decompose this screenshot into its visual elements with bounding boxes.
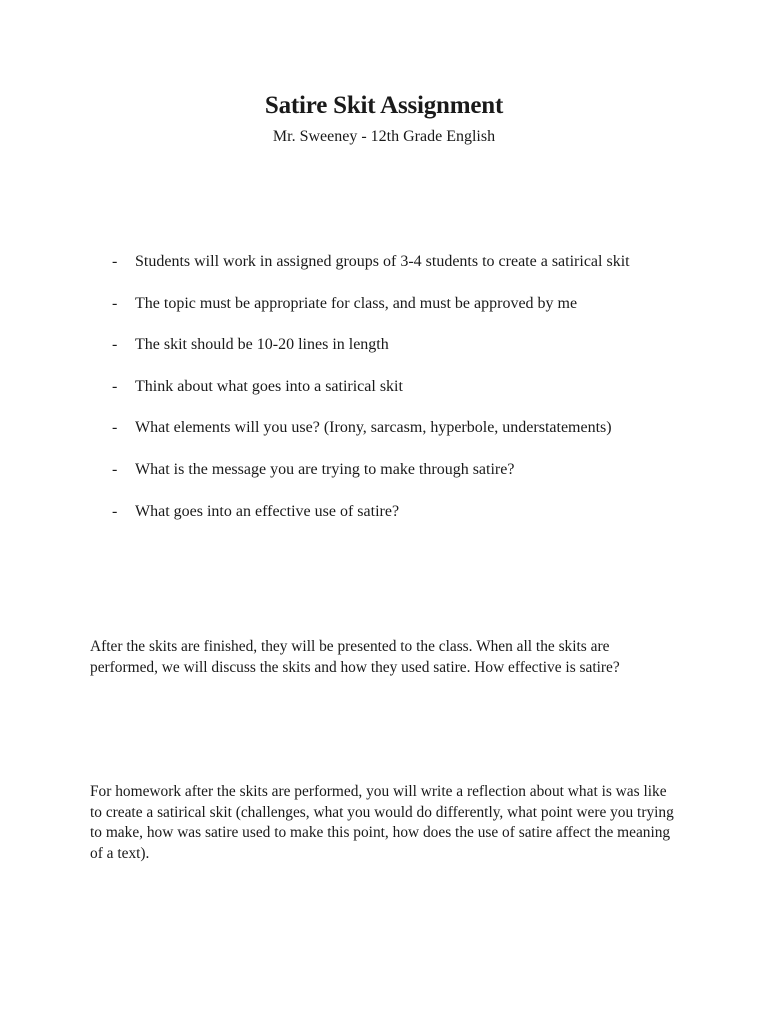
list-item [112, 366, 692, 408]
bullet-dash: - [112, 377, 118, 395]
list-item [112, 449, 692, 491]
bullet-dash: - [112, 502, 118, 520]
bullet-text: What elements will you use? (Irony, sarcasm, hyperbole, understatements) [135, 419, 612, 437]
bullet-text: The topic must be appropriate for class, and must be approved by me [135, 294, 578, 312]
bullet-text: Students will work in assigned groups of 3-4 students to create a satirical skit [135, 253, 630, 270]
bullet-text: What goes into an effective use of satire? [135, 502, 400, 520]
presentation-paragraph: After the skits are finished, they will be presented to the class. When all the skits are performed, we will discuss the skits and how they used satire. How effective is satire? [90, 638, 620, 676]
bullet-dash: - [112, 336, 118, 354]
bullet-text: What is the message you are trying to make through satire? [135, 460, 515, 478]
document-subtitle: Mr. Sweeney - 12th Grade English [272, 128, 496, 145]
document-title: Satire Skit Assignment [264, 92, 504, 119]
bullet-text: Think about what goes into a satirical skit [135, 377, 403, 395]
list-item [112, 283, 692, 325]
bullet-dash: - [112, 419, 118, 437]
bullet-dash: - [112, 253, 118, 270]
bullet-dash: - [112, 294, 118, 312]
homework-paragraph: For homework after the skits are performed, you will write a reflection about what is was like to create a satirical skit (challenges, what you would do differently, what point were you trying to make, how was satire used to make this point, how does the use of satire affect the meaning of a text). [90, 783, 674, 862]
assignment-bullet-list [112, 241, 692, 532]
list-item [112, 491, 692, 533]
list-item [112, 241, 692, 283]
list-item [112, 407, 692, 449]
bullet-text: The skit should be 10-20 lines in length [135, 336, 389, 354]
list-item [112, 324, 692, 366]
bullet-dash: - [112, 460, 118, 478]
